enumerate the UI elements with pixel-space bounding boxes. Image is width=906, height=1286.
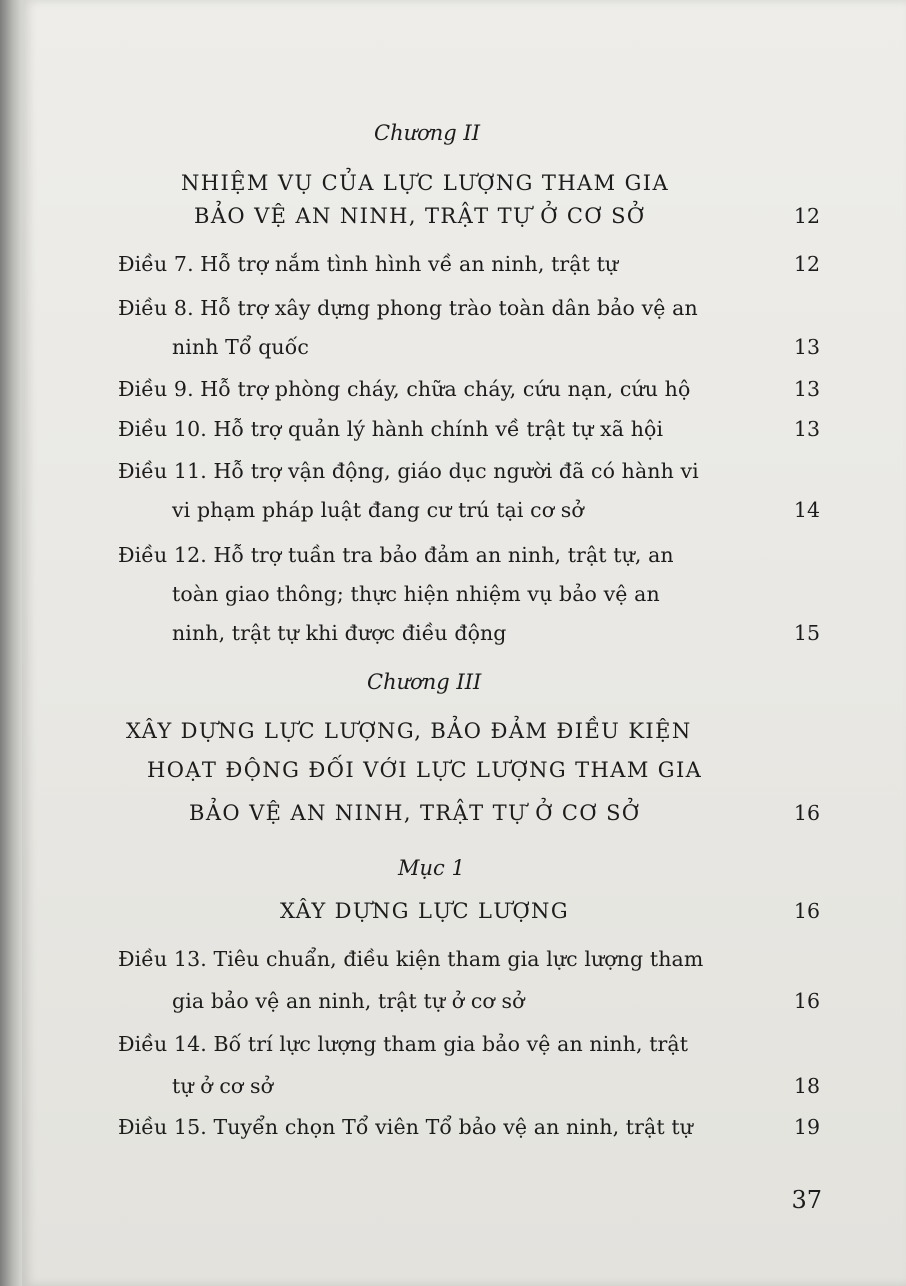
book-page (22, 0, 906, 1286)
page-ref: 15 (793, 621, 820, 645)
toc-entry (22, 939, 906, 979)
chapter-heading (22, 113, 906, 153)
chapter-title-line (22, 196, 906, 236)
entry-text: Điều 12. Hỗ trợ tuần tra bảo đảm an ninh, trật tự, an (118, 543, 674, 567)
toc-entry-continuation (22, 1066, 906, 1106)
toc-entry (22, 535, 906, 575)
entry-text: vi phạm pháp luật đang cư trú tại cơ sở (172, 498, 584, 522)
entry-text: Điều 13. Tiêu chuẩn, điều kiện tham gia lực lượng tham (118, 947, 704, 971)
toc-entry-continuation (22, 574, 906, 614)
page-ref: 16 (793, 989, 820, 1013)
chapter-title: HOẠT ĐỘNG ĐỐI VỚI LỰC LƯỢNG THAM GIA (147, 758, 703, 782)
entry-text: ninh Tổ quốc (172, 335, 309, 359)
toc-entry (22, 451, 906, 491)
toc-entry-continuation (22, 981, 906, 1021)
entry-text: tự ở cơ sở (172, 1074, 274, 1098)
book-binding-shadow (0, 0, 22, 1286)
toc-entry (22, 409, 906, 449)
page-ref: 14 (793, 498, 820, 522)
entry-text: Điều 9. Hỗ trợ phòng cháy, chữa cháy, cứu nạn, cứu hộ (118, 377, 691, 401)
page-number: 37 (791, 1186, 822, 1214)
section-label: Mục 1 (398, 856, 465, 880)
toc-entry-continuation (22, 327, 906, 367)
chapter-title: BẢO VỆ AN NINH, TRẬT TỰ Ở CƠ SỞ (189, 801, 641, 825)
chapter-label: Chương III (367, 670, 482, 694)
entry-text: toàn giao thông; thực hiện nhiệm vụ bảo vệ an (172, 582, 660, 606)
chapter-title: BẢO VỆ AN NINH, TRẬT TỰ Ở CƠ SỞ (194, 204, 646, 228)
page-ref: 18 (793, 1074, 820, 1098)
section-title: XÂY DỰNG LỰC LƯỢNG (280, 899, 570, 923)
chapter-heading (22, 662, 906, 702)
entry-text: Điều 15. Tuyển chọn Tổ viên Tổ bảo vệ an ninh, trật tự (118, 1115, 693, 1139)
chapter-title: XÂY DỰNG LỰC LƯỢNG, BẢO ĐẢM ĐIỀU KIỆN (126, 719, 692, 743)
toc-entry (22, 244, 906, 284)
toc-entry (22, 1024, 906, 1064)
page-ref: 12 (793, 204, 820, 228)
page-ref: 13 (793, 417, 820, 441)
page-ref: 13 (793, 377, 820, 401)
entry-text: Điều 8. Hỗ trợ xây dựng phong trào toàn dân bảo vệ an (118, 296, 698, 320)
chapter-title-line (22, 750, 906, 790)
entry-text: gia bảo vệ an ninh, trật tự ở cơ sở (172, 989, 525, 1013)
section-title-line (22, 891, 906, 931)
page-ref: 19 (793, 1115, 820, 1139)
chapter-label: Chương II (374, 121, 480, 145)
toc-entry-continuation (22, 613, 906, 653)
page-ref: 16 (793, 899, 820, 923)
chapter-title-line (22, 793, 906, 833)
chapter-title-line (22, 711, 906, 751)
entry-text: Điều 7. Hỗ trợ nắm tình hình về an ninh, trật tự (118, 252, 619, 276)
toc-entry (22, 369, 906, 409)
entry-text: ninh, trật tự khi được điều động (172, 621, 507, 645)
entry-text: Điều 11. Hỗ trợ vận động, giáo dục người đã có hành vi (118, 459, 699, 483)
chapter-title: NHIỆM VỤ CỦA LỰC LƯỢNG THAM GIA (181, 171, 670, 195)
entry-text: Điều 14. Bố trí lực lượng tham gia bảo vệ an ninh, trật (118, 1032, 689, 1056)
page-ref: 12 (793, 252, 820, 276)
toc-entry (22, 288, 906, 328)
page-ref: 13 (793, 335, 820, 359)
entry-text: Điều 10. Hỗ trợ quản lý hành chính về trật tự xã hội (118, 417, 664, 441)
section-heading (22, 848, 906, 888)
page-ref: 16 (793, 801, 820, 825)
toc-entry (22, 1107, 906, 1147)
toc-entry-continuation (22, 490, 906, 530)
